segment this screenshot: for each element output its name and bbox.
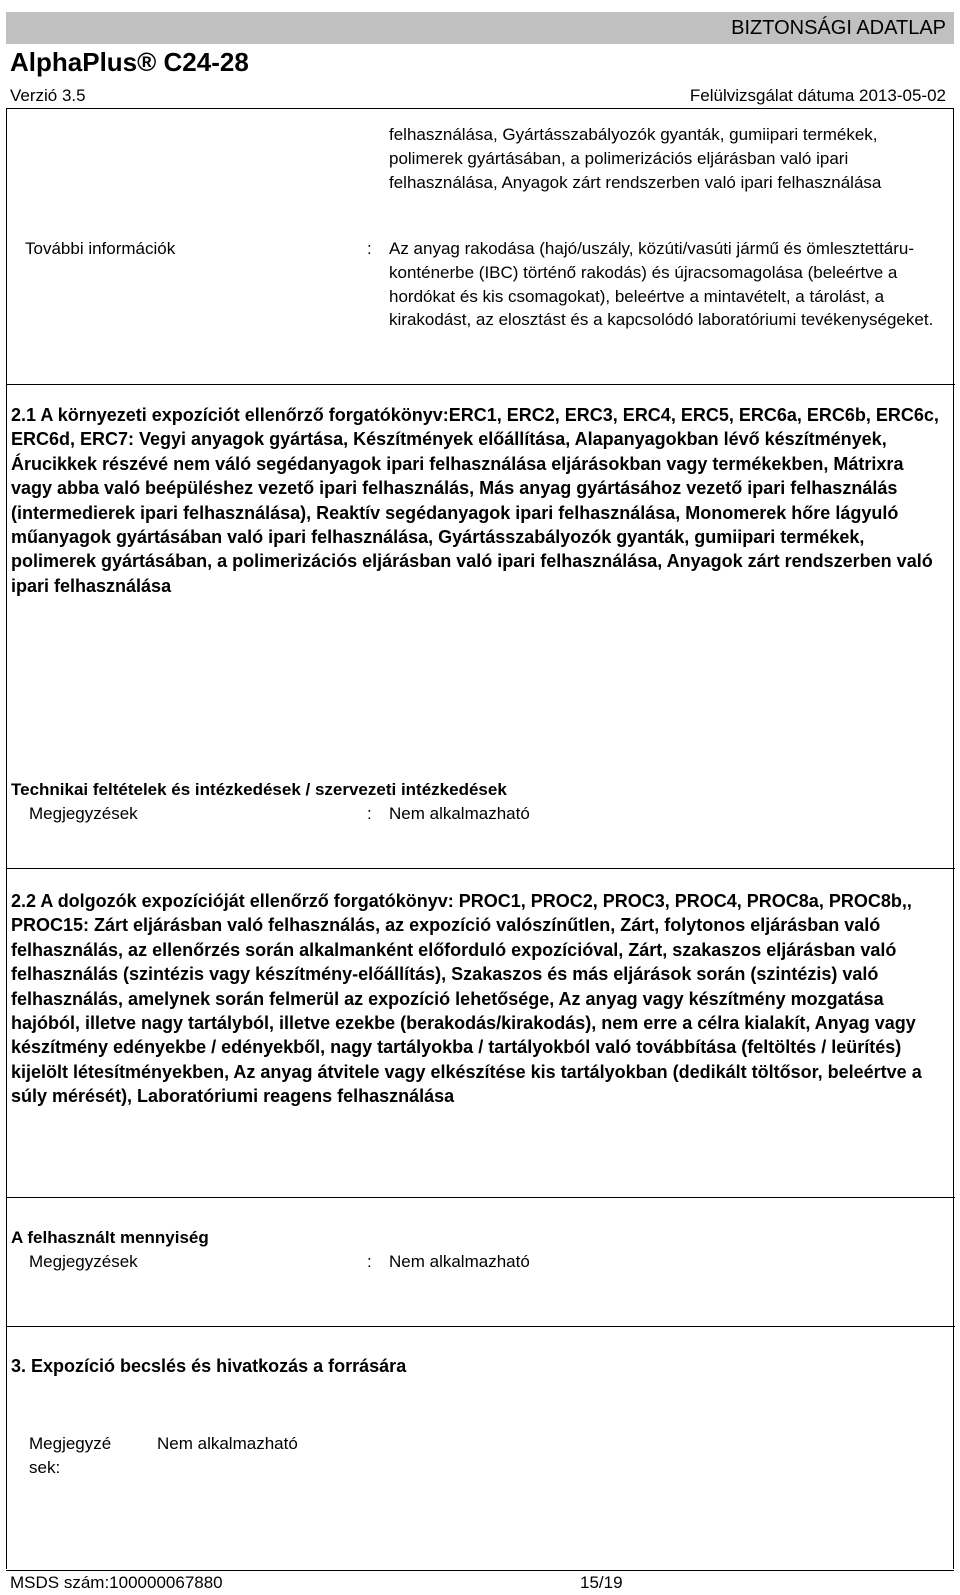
quantity-remarks-label: Megjegyzések	[29, 1252, 138, 1271]
technical-heading: Technikai feltételek és intézkedések / szervezeti intézkedések	[11, 780, 507, 799]
technical-remarks-value: Nem alkalmazható	[389, 804, 530, 823]
section-3-remarks-value: Nem alkalmazható	[157, 1434, 298, 1453]
quantity-remarks-value: Nem alkalmazható	[389, 1252, 530, 1271]
msds-number: MSDS szám:100000067880	[10, 1573, 223, 1592]
divider	[7, 384, 955, 385]
product-name: AlphaPlus® C24-28	[10, 47, 249, 77]
continued-text: felhasználása, Gyártásszabályozók gyanták, gumiipari termékek, polimerek gyártásában, a polimerizációs eljárásban való ipari felhasználása, Anyagok zárt rendszerben való ipari felhasználása	[389, 125, 882, 192]
divider	[7, 1197, 955, 1198]
header-version-row	[6, 84, 954, 109]
page-footer	[6, 1570, 954, 1595]
section-2-1-heading: 2.1 A környezeti expozíciót ellenőrző forgatókönyv:ERC1, ERC2, ERC3, ERC4, ERC5, ERC6a, ERC6b, ERC6c, ERC6d, ERC7: Vegyi anyagok gyártása, Készítmények előállítása, Alapanyagokban lévő készítmények, Árucikkek részévé nem váló segédanyagok ipari felhasználása eljárásokban vagy termékekben, Mátrixra vagy abba való beépüléshez vezető ipari felhasználás, Más anyag gyártásához vezető ipari felhasználás (intermedierek ipari felhasználása), Reaktív segédanyagok ipari felhasználása, Monomerek hőre lágyuló műanyagok gyártásában való ipari felhasználása, Gyártásszabályozók gyanták, gumiipari termékek, polimerek gyártásában, a polimerizációs eljárásban való ipari felhasználása, Anyagok zárt rendszerben való ipari felhasználása	[11, 405, 939, 596]
further-info-value: Az anyag rakodása (hajó/uszály, közúti/vasúti jármű és ömlesztettáru-konténerbe (IBC) történő rakodás) és újracsomagolása (beleértve a hordókat és kis csomagokat), beleértve a mintavételt, a tárolást, a kirakodást, az elosztást és a kapcsolódó laboratóriumi tevékenységeket.	[389, 239, 934, 330]
quantity-remarks-colon: :	[367, 1252, 372, 1271]
version-label: Verzió 3.5	[10, 86, 86, 105]
content-frame	[6, 109, 954, 1569]
section-3-remarks-label: Megjegyzé sek:	[29, 1434, 112, 1477]
section-3-heading: 3. Expozíció becslés és hivatkozás a forrására	[11, 1356, 407, 1376]
further-info-label: További információk	[25, 239, 176, 258]
section-2-2-heading: 2.2 A dolgozók expozícióját ellenőrző forgatókönyv: PROC1, PROC2, PROC3, PROC4, PROC8a, PROC8b,, PROC15: Zárt eljárásban való felhasználás, az expozíció valószínűtlen, Zárt, folytonos eljárásban való felhasználás, az ellenőrzés során alkalmanként előforduló expozícióval, Zárt, szakaszos eljárásban való felhasználás (szintézis vagy készítmény-előállítás), Szakaszos és más eljárások során (szintézis) való felhasználás, amelynek során felmerül az expozíció lehetősége, Az anyag vagy készítmény mozgatása hajóból, illetve nagy tartályból, illetve ezekbe (berakodás/kirakodás), nem erre a célra kialakít, Anyag vagy készítmény edényekbe / edényekből, nagy tartályokba / tartályokból való továbbítása (feltöltés / leürítés) kijelölt létesítményekben, Az anyag átvitele vagy elkészítése kis tartályokban (dedikált töltősor, beleértve a súly mérését), Laboratóriumi reagens felhasználása	[11, 891, 922, 1107]
technical-remarks-label: Megjegyzések	[29, 804, 138, 823]
revision-date: Felülvizsgálat dátuma 2013-05-02	[689, 86, 946, 105]
divider	[7, 1326, 955, 1327]
document-type: BIZTONSÁGI ADATLAP	[731, 17, 946, 39]
page-number: 15/19	[580, 1573, 623, 1592]
quantity-heading: A felhasznált mennyiség	[11, 1228, 209, 1247]
technical-remarks-colon: :	[367, 804, 372, 823]
divider	[7, 868, 955, 869]
further-info-colon: :	[367, 239, 372, 258]
document-page	[6, 4, 954, 1590]
